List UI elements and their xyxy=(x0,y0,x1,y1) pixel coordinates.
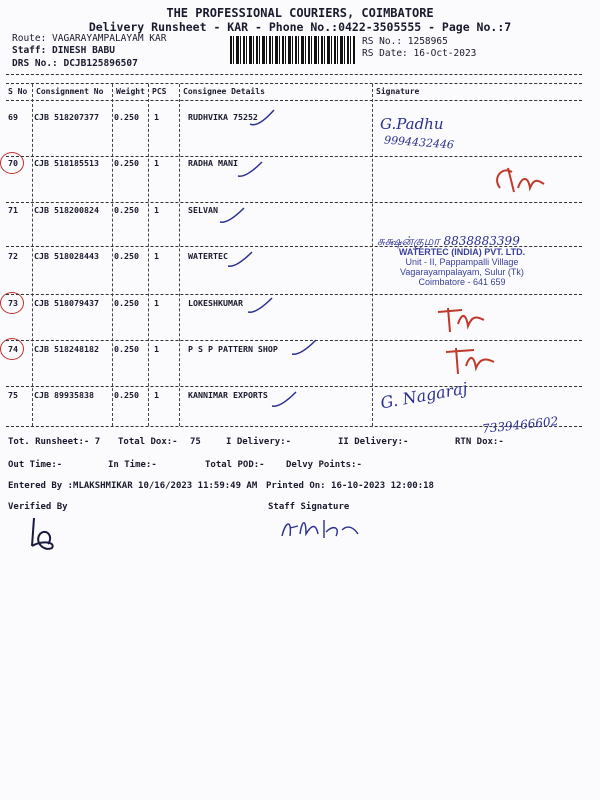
row-weight: 0.250 xyxy=(114,205,139,215)
col-sno: S No xyxy=(8,87,28,96)
col-signature: Signature xyxy=(376,87,420,96)
company-title: THE PROFESSIONAL COURIERS, COIMBATORE xyxy=(166,6,434,20)
barcode xyxy=(230,36,355,64)
row70-signature xyxy=(490,158,550,198)
col-consignee: Consignee Details xyxy=(183,87,265,96)
row-pcs: 1 xyxy=(154,390,159,400)
col-rule xyxy=(148,84,149,426)
row-pcs: 1 xyxy=(154,158,159,168)
route-label: Route: VAGARAYAMPALAYAM KAR xyxy=(12,33,167,44)
i-delivery: I Delivery:- xyxy=(226,437,292,447)
row-pcs: 1 xyxy=(154,298,159,308)
row-sno: 69 xyxy=(8,112,18,122)
staff-signature-label: Staff Signature xyxy=(268,502,350,512)
row-sno: 73 xyxy=(8,298,18,308)
row-sno: 72 xyxy=(8,251,18,261)
row-consignee: RUDHVIKA 75252 xyxy=(188,112,258,122)
header-top-rule xyxy=(6,83,582,84)
total-runsheet: Tot. Runsheet:- 7 xyxy=(8,437,101,447)
row-pcs: 1 xyxy=(154,205,159,215)
row72-tamil-text: சுக்ஷன்குமா 8838883399 xyxy=(377,234,520,248)
total-dox-label: Total Dox:- xyxy=(118,437,178,447)
row75-signature: G. Nagaraj xyxy=(379,378,469,413)
header-divider xyxy=(6,74,582,75)
row-consignment-no: CJB 518248182 xyxy=(34,344,99,354)
total-dox-value: 75 xyxy=(190,437,201,447)
row-consignment-no: CJB 518200824 xyxy=(34,205,99,215)
rs-number: RS No.: 1258965 xyxy=(362,36,448,47)
drs-number: DRS No.: DCJB125896507 xyxy=(12,58,138,69)
checkmark-icon xyxy=(236,158,266,180)
row69-signature: G.Padhu xyxy=(380,115,444,133)
row-consignment-no: CJB 518028443 xyxy=(34,251,99,261)
row-divider xyxy=(6,202,582,203)
col-rule xyxy=(372,84,373,426)
row-weight: 0.250 xyxy=(114,298,139,308)
row-sno: 71 xyxy=(8,205,18,215)
runsheet-subtitle: Delivery Runsheet - KAR - Phone No.:0422-3505555 - Page No.:7 xyxy=(88,20,512,34)
row-pcs: 1 xyxy=(154,344,159,354)
row75-phone: 7339466602 xyxy=(481,414,559,436)
col-weight: Weight xyxy=(116,87,145,96)
row-sno: 75 xyxy=(8,390,18,400)
row-divider xyxy=(6,294,582,295)
row-weight: 0.250 xyxy=(114,344,139,354)
checkmark-icon xyxy=(246,294,276,316)
row-consignee: KANNIMAR EXPORTS xyxy=(188,390,268,400)
entered-by: Entered By :MLAKSHMIKAR 10/16/2023 11:59:49 AM xyxy=(8,481,258,491)
col-rule xyxy=(179,84,180,426)
out-time: Out Time:- xyxy=(8,460,63,470)
row-divider xyxy=(6,156,582,157)
ii-delivery: II Delivery:- xyxy=(338,437,409,447)
col-rule xyxy=(32,84,33,426)
verifier-signature xyxy=(22,512,62,552)
row-consignee: WATERTEC xyxy=(188,251,228,261)
row-pcs: 1 xyxy=(154,251,159,261)
col-pcs: PCS xyxy=(152,87,167,96)
row73-signature xyxy=(432,298,492,338)
rtn-dox: RTN Dox:- xyxy=(455,437,504,447)
total-pod: Total POD:- xyxy=(205,460,265,470)
stamp-line2: Unit - II, Pappampalli Village xyxy=(405,257,519,267)
row-consignee: P S P PATTERN SHOP xyxy=(188,344,278,354)
row-weight: 0.250 xyxy=(114,112,139,122)
col-consignment: Consignment No xyxy=(36,87,104,96)
checkmark-icon xyxy=(218,204,248,226)
row-pcs: 1 xyxy=(154,112,159,122)
row-sno: 70 xyxy=(8,158,18,168)
checkmark-icon xyxy=(248,108,278,130)
row-consignee: RADHA MANI xyxy=(188,158,238,168)
verified-by: Verified By xyxy=(8,502,68,512)
row-weight: 0.250 xyxy=(114,390,139,400)
row-consignment-no: CJB 518207377 xyxy=(34,112,99,122)
stamp-line4: Coimbatore - 641 659 xyxy=(418,277,506,287)
delvy-points: Delvy Points:- xyxy=(286,460,362,470)
checkmark-icon xyxy=(226,248,256,270)
circled-mark xyxy=(0,292,24,314)
row-divider xyxy=(6,386,582,387)
row-weight: 0.250 xyxy=(114,158,139,168)
header-bottom-rule xyxy=(6,100,582,101)
company-stamp xyxy=(382,247,542,287)
row74-signature xyxy=(440,340,500,380)
row-consignee: SELVAN xyxy=(188,205,218,215)
rs-date: RS Date: 16-Oct-2023 xyxy=(362,48,477,59)
row-consignment-no: CJB 89935838 xyxy=(34,390,94,400)
row-weight: 0.250 xyxy=(114,251,139,261)
row-sno: 74 xyxy=(8,344,18,354)
row-consignee: LOKESHKUMAR xyxy=(188,298,243,308)
staff-label: Staff: DINESH BABU xyxy=(12,45,115,56)
row-consignment-no: CJB 518079437 xyxy=(34,298,99,308)
stamp-line1: WATERTEC (INDIA) PVT. LTD. xyxy=(398,247,526,257)
checkmark-icon xyxy=(290,336,320,358)
staff-signature xyxy=(276,510,366,544)
circled-mark xyxy=(0,338,24,360)
col-rule xyxy=(112,84,113,426)
stamp-line3: Vagarayampalayam, Sulur (Tk) xyxy=(400,267,524,277)
printed-on: Printed On: 16-10-2023 12:00:18 xyxy=(266,481,434,491)
checkmark-icon xyxy=(270,388,300,410)
row-consignment-no: CJB 518185513 xyxy=(34,158,99,168)
row69-phone: 9994432446 xyxy=(383,133,455,152)
in-time: In Time:- xyxy=(108,460,157,470)
